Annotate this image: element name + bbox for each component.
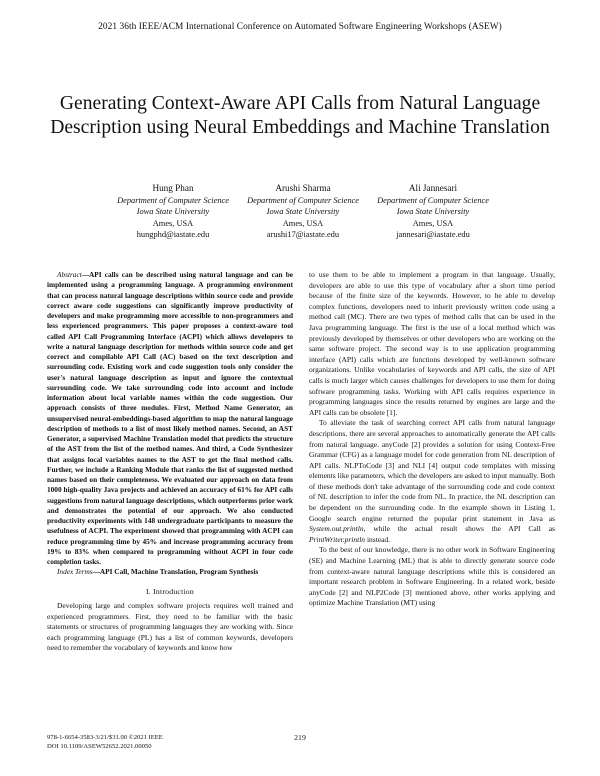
conference-header: 2021 36th IEEE/ACM International Conference on Automated Software Engineering Workshops (ASEW) [98, 22, 502, 32]
index-terms [47, 567, 293, 577]
abstract-lead: Abstract [57, 270, 82, 279]
author-university: Iowa State University [266, 207, 340, 217]
author-block-3 [348, 183, 518, 241]
author-university: Iowa State University [136, 207, 210, 217]
author-city: Ames, USA [412, 218, 454, 228]
inline-code-system-out-println: System.out.println [309, 524, 364, 534]
section-heading: I. Introduction [145, 586, 195, 596]
index-terms-body: —API Call, Machine Translation, Program Synthesis [92, 567, 259, 577]
author-department: Department of Computer Science [377, 195, 489, 205]
intro-paragraph-2-text: , while the actual result shows the API Call as [363, 524, 555, 534]
intro-paragraph-1-continued: to use them to be able to implement a program in that language. Usually, developers are able to use this type of vocabulary after a short time period because of the finite size of the keywords. However, to be able to develop complex functions, developers need to inherit previously written code using a method call (MC). There are two types of method calls that can be used in the Java programming language. The first is the use of a local method which was previously developed by themselves or other developers who are working on the same software project. The second way is to use application programming interface (API) calls which are functions developed by well-known software organizations. Unlike vocabularies of keywords and API calls, the size of API calls is much larger which causes challenges for developers to use them for doing software programming tasks. Working with API calls requires experience in programming languages since the results returned by engines are large and the API calls can be obsolete [1]. [309, 270, 555, 417]
intro-paragraph-1: Developing large and complex software projects requires well trained and experienced programmers. First, they need to be familiar with the basic statements or structures of programming languages they are working with. Since each programming language (PL) has a list of common keywords, developers need to remember the vocabulary of keywords and know how [47, 601, 293, 653]
author-name: Arushi Sharma [275, 183, 331, 193]
author-email: hungphd@iastate.edu [136, 230, 210, 240]
author-department: Department of Computer Science [117, 195, 229, 205]
paper-title: Generating Context-Aware API Calls from Natural Language Description using Neural Embeddings and Machine Translation [50, 93, 550, 138]
abstract [47, 270, 293, 567]
page-number: 219 [294, 733, 306, 742]
left-column [47, 270, 293, 654]
author-city: Ames, USA [152, 218, 194, 228]
footer-isbn: 978-1-6654-3583-3/21/$31.00 ©2021 IEEE [47, 734, 163, 741]
index-terms-lead: Index Terms [57, 567, 93, 577]
intro-paragraph-2-text: instead. [365, 534, 391, 544]
intro-paragraph-3: To the best of our knowledge, there is no other work in Software Engineering (SE) and Machine Learning (ML) that is able to directly generate source code from context-aware natural language descriptions while this is considered an important research problem in Software Engineering. In a related work, beside anyCode [2] and NLP2Code [3] mentioned above, other works applying and optimize Machine Translation (MT) using [309, 545, 555, 608]
author-name: Hung Phan [152, 183, 194, 193]
author-name: Ali Jannesari [408, 183, 458, 193]
author-email: jannesari@iastate.edu [396, 230, 470, 240]
right-column [309, 270, 555, 609]
intro-paragraph-2 [309, 418, 555, 545]
footer-doi: DOI 10.1109/ASEW52652.2021.00050 [47, 743, 152, 750]
intro-paragraph-2-text: To alleviate the task of searching correct API calls from natural language descriptions, there are several approaches to automatically generate the API calls from natural language. anyCode [2] provides a solution for using Context-Free Grammar (CFG) as a language model for code generation from NL description of API calls. NLPToCode [3] and NLI [4] output code templates with missing elements like parameters, which the developers are asked to input manually. Both of these methods don't take advantage of the surrounding code and code context of NL description to infer the code from NL. In practice, the NL description can be dependent on the surrounding code. In the example shown in Listing 1, Google search engine returned the popular print statement in Java as [309, 418, 555, 523]
author-university: Iowa State University [396, 207, 470, 217]
author-email: arushi17@iastate.edu [266, 230, 340, 240]
author-city: Ames, USA [282, 218, 324, 228]
author-department: Department of Computer Science [247, 195, 359, 205]
inline-code-printwriter-println: PrintWriter.println [309, 534, 366, 544]
abstract-body: —API calls can be described using natural language and can be implemented using a programming language. A programming environment that can process natural language descriptions within source code and provide correct aware code suggestions can significantly improve productivity of developers and make programming more accessible to non-programmers and less experienced programmers. This paper proposes a context-aware tool called API Call Programming Interface (ACPI) which allows developers to write a natural language description for methods within source code and get correct and compilable API Call (AC) based on the text description and surrounding code. Existing work and code suggestion tools only consider the user's natural language description as input and ignore the contextual surrounding code. We take surrounding code into account and include information about local variable names within the code suggestion. Our approach consists of three modules. First, Method Name Generator, an unsupervised neural-embeddings-based algorithm to map the natural language description of methods to a list of most likely method names. Second, an AST Generator, a supervised Machine Translation model that predicts the structure of the AST from the list of the method names. And third, a Code Synthesizer that assigns local variables names to the AST to get the final method calls. Further, we include a Ranking Module that ranks the list of suggested method names based on their completeness. We evaluated our approach on data from 1000 high-quality Java projects and achieved an accuracy of 61% for API calls suggestions from natural language descriptions, which outperforms prior work and demonstrates the potential of our approach. We also conducted productivity experiments with 148 undergraduate participants to measure the usefulness of ACPI. The experiment showed that programming with ACPI can reduce programming time by 45% and increase programming accuracy from 19% to 83% when compared to programming without ACPI in four code completion tasks. [47, 270, 293, 566]
